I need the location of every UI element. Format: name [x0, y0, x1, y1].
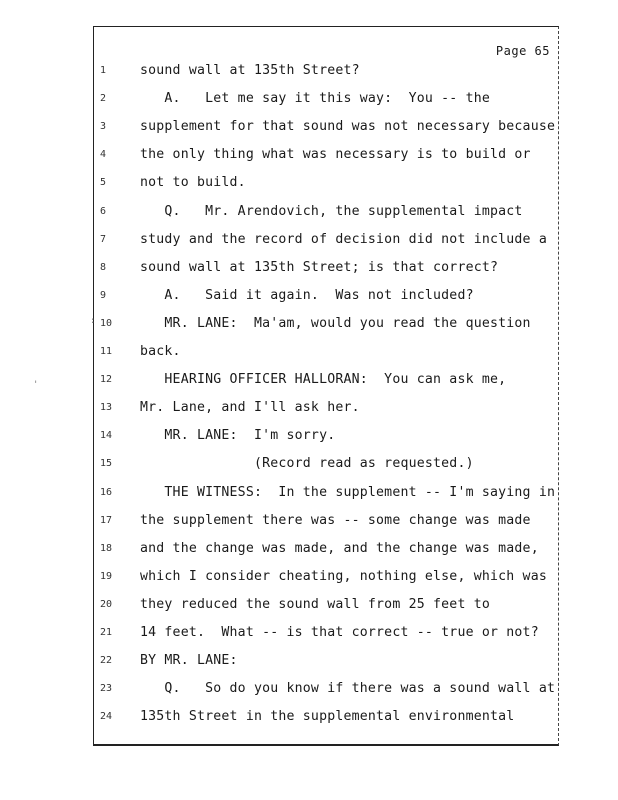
transcript-line: [0, 679, 600, 699]
line-text: the only thing what was necessary is to build or: [140, 147, 531, 163]
page-number: Page 65: [495, 44, 550, 58]
line-text: which I consider cheating, nothing else, which was: [140, 568, 547, 584]
line-text: A. Said it again. Was not included?: [140, 287, 474, 303]
line-text: BY MR. LANE:: [140, 653, 238, 669]
transcript-line: [0, 258, 600, 278]
line-text: not to build.: [140, 175, 246, 191]
line-number: 5: [100, 177, 107, 189]
line-text: A. Let me say it this way: You -- the: [140, 91, 491, 107]
line-text: they reduced the sound wall from 25 feet to: [140, 596, 491, 612]
transcript-line: [0, 426, 600, 446]
line-number: 12: [100, 374, 113, 386]
line-text: 14 feet. What -- is that correct -- true or not?: [140, 625, 539, 640]
transcript-line: [0, 230, 600, 250]
line-number: 8: [100, 261, 107, 273]
margin-tick: :: [90, 316, 96, 326]
line-number: 16: [100, 486, 113, 498]
line-number: 1: [100, 65, 107, 76]
line-text: the supplement there was -- some change was made: [140, 512, 531, 528]
line-number: 23: [100, 683, 113, 695]
line-number: 21: [100, 627, 113, 638]
line-text: 135th Street in the supplemental environmental: [140, 709, 515, 725]
line-text: MR. LANE: Ma'am, would you read the question: [140, 315, 531, 331]
line-text: THE WITNESS: In the supplement -- I'm saying in: [140, 484, 556, 500]
transcript-line: [0, 398, 600, 418]
line-number: 11: [100, 346, 113, 357]
line-text: MR. LANE: I'm sorry.: [140, 428, 336, 444]
transcript-line: [0, 539, 600, 559]
line-text: Q. So do you know if there was a sound wall at: [140, 681, 556, 697]
line-number: 10: [100, 317, 113, 329]
line-number: 6: [100, 205, 107, 217]
line-number: 3: [100, 121, 107, 133]
line-number: 7: [100, 233, 107, 245]
line-number: 17: [100, 514, 113, 526]
transcript-line: [0, 454, 600, 474]
transcript-line: [0, 567, 600, 587]
line-number: 18: [100, 542, 113, 554]
line-number: 13: [100, 402, 113, 414]
transcript-line: [0, 651, 600, 671]
transcript-line: [0, 483, 600, 503]
line-number: 4: [100, 149, 107, 161]
line-number: 19: [100, 570, 113, 582]
line-number: 14: [100, 430, 113, 442]
transcript-line: [0, 286, 600, 306]
line-text: HEARING OFFICER HALLORAN: You can ask me,: [140, 372, 507, 388]
line-text: Mr. Lane, and I'll ask her.: [140, 400, 360, 416]
margin-tick: ': [33, 380, 39, 390]
transcript-line: [0, 117, 600, 137]
transcript-line: [0, 202, 600, 222]
line-number: 20: [100, 598, 113, 610]
transcript-line: [0, 145, 600, 165]
line-number: 2: [100, 93, 107, 105]
transcript-line: [0, 342, 600, 362]
transcript-line: [0, 370, 600, 390]
transcript-line: [0, 595, 600, 615]
transcript-line: [0, 89, 600, 109]
line-number: 24: [100, 711, 113, 723]
line-text: (Record read as requested.): [140, 456, 474, 472]
line-text: back.: [140, 344, 181, 359]
line-text: supplement for that sound was not necessary because: [140, 119, 556, 135]
transcript-line: [0, 623, 600, 643]
line-text: Q. Mr. Arendovich, the supplemental impact: [140, 203, 523, 219]
line-text: sound wall at 135th Street?: [140, 63, 360, 78]
transcript-line: [0, 61, 600, 81]
line-number: 22: [100, 655, 113, 667]
line-text: study and the record of decision did not include a: [140, 231, 547, 247]
line-text: and the change was made, and the change was made,: [140, 540, 539, 556]
line-text: sound wall at 135th Street; is that correct?: [140, 259, 499, 275]
line-number: 15: [100, 458, 113, 470]
transcript-line: [0, 173, 600, 193]
transcript-line: [0, 511, 600, 531]
transcript-line: [0, 707, 600, 727]
line-number: 9: [100, 289, 107, 301]
